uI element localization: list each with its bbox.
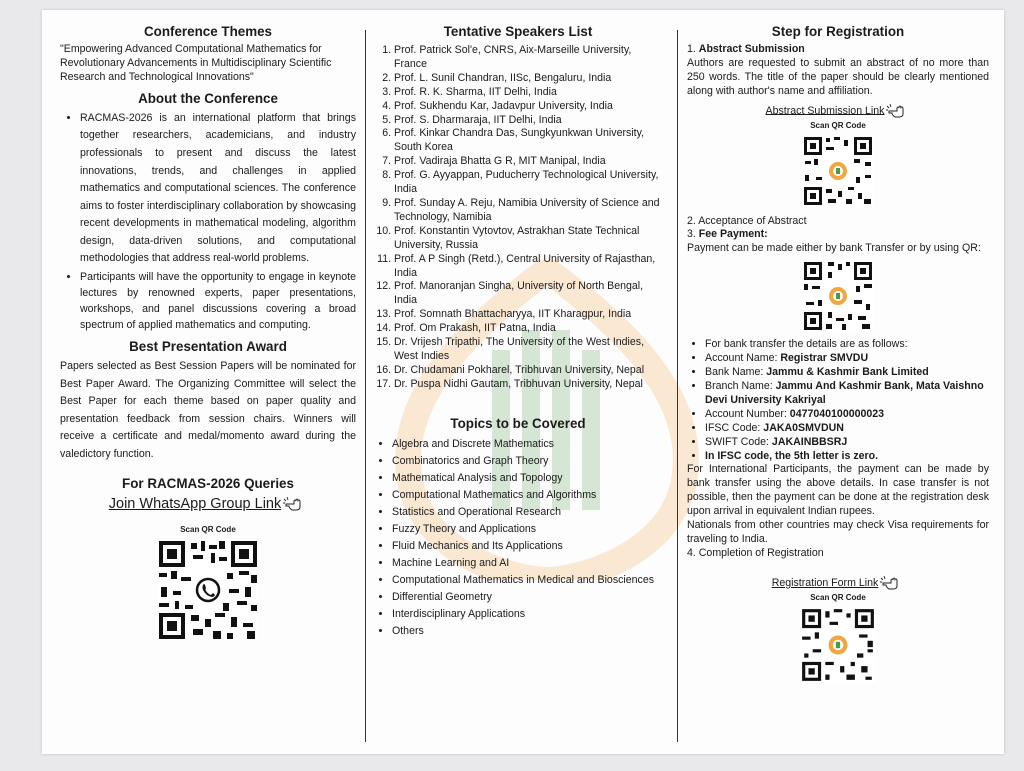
step-label: Fee Payment:	[698, 228, 768, 241]
about-item: • Participants will have the opportunity to engage in keynote lectures by renowned experts, paper presentations, workshops, and panel discussions covering a broad spectrum of applied mathematics and computing.	[80, 269, 356, 333]
detail-label: Account Name:	[705, 352, 781, 365]
speaker-item: 15. Dr. Vrijesh Tripathi, The University of the West Indies, West Indies	[394, 336, 664, 364]
pointing-hand-icon	[283, 496, 307, 512]
registration-link-row	[687, 575, 989, 591]
speaker-item: 7. Prof. Vadiraja Bhatta G R, MIT Manipal, India	[394, 155, 664, 169]
international-payment-text: For International Participants, the payment can be made by bank transfer using the above details. In case transfer is not possible, then the payment can be done at the registration desk upon arrival in equivalent Indian rupees.	[687, 463, 989, 518]
bank-detail-item	[705, 436, 989, 450]
payment-instructions: Payment can be made either by bank Transfer or by using QR:	[687, 242, 981, 255]
topics-list	[372, 436, 664, 640]
speaker-item: 12. Prof. Manoranjan Singha, University of North Bengal, India	[394, 280, 664, 308]
step-label: Abstract Submission	[698, 43, 805, 55]
detail-value: Registrar SMVDU	[780, 352, 869, 365]
queries-heading: For RACMAS-2026 Queries	[122, 475, 294, 491]
abstract-qr-code[interactable]	[802, 135, 874, 207]
speaker-item: 5. Prof. S. Dharmaraja, IIT Delhi, India	[394, 114, 664, 128]
award-text: Papers selected as Best Session Papers will be nominated for Best Paper Award. The Organizing Committee will select the Best Paper for each theme based on paper quality and presentation feedback from session chairs. Winners will receive a certificate and medal/momento award during the valedictory function.	[60, 360, 356, 461]
bank-detail-item	[705, 366, 989, 380]
abstract-link-row	[687, 103, 989, 119]
topic-item: • Algebra and Discrete Mathematics	[392, 436, 664, 453]
payment-qr-code[interactable]	[802, 260, 874, 332]
topics-heading: Topics to be Covered	[450, 415, 586, 431]
topic-item: • Statistics and Operational Research	[392, 504, 664, 521]
speaker-item: 16. Dr. Chudamani Pokharel, Tribhuvan University, Nepal	[394, 364, 664, 378]
about-conference-heading: About the Conference	[138, 90, 278, 106]
step-4: 4. Completion of Registration	[687, 546, 824, 559]
speaker-item: 6. Prof. Kinkar Chandra Das, Sungkyunkwan University, South Korea	[394, 127, 664, 155]
brochure-page	[42, 10, 1004, 754]
detail-value: Jammu And Kashmir Bank, Mata Vaishno Devi University Kakriyal	[705, 379, 984, 406]
topic-item: • Machine Learning and AI	[392, 555, 664, 572]
topic-item: • Differential Geometry	[392, 589, 664, 606]
step-number: 3.	[687, 228, 696, 241]
step-1-heading	[687, 43, 989, 57]
detail-label: Bank Name:	[705, 366, 767, 379]
speakers-heading: Tentative Speakers List	[443, 24, 593, 39]
left-column	[60, 24, 356, 641]
registration-form-link[interactable]: Registration Form Link	[771, 576, 879, 589]
speaker-item: 13. Prof. Somnath Bhattacharyya, IIT Kharagpur, India	[394, 308, 664, 322]
ifsc-note: • In IFSC code, the 5th letter is zero.	[705, 450, 989, 464]
detail-value: Jammu & Kashmir Bank Limited	[766, 366, 929, 379]
detail-label: Branch Name:	[705, 379, 776, 392]
topic-item: • Others	[392, 623, 664, 640]
pointing-hand-icon	[886, 103, 910, 119]
conference-themes-text: "Empowering Advanced Computational Mathematics for Revolutionary Advancements in Multidisciplinary Scientific Research and Technological Innovations"	[60, 43, 332, 83]
speakers-list	[372, 44, 664, 392]
column-divider	[677, 30, 678, 742]
bank-intro: • For bank transfer the details are as follows:	[705, 338, 989, 352]
detail-value: JAKA0SMVDUN	[763, 421, 844, 434]
topic-item: • Fuzzy Theory and Applications	[392, 521, 664, 538]
bank-detail-item	[705, 352, 989, 366]
best-presentation-heading: Best Presentation Award	[129, 339, 287, 355]
detail-label: Account Number:	[705, 407, 790, 420]
bank-detail-item	[705, 380, 989, 408]
column-divider	[365, 30, 366, 742]
detail-label: SWIFT Code:	[705, 435, 772, 448]
speaker-item: 8. Prof. G. Ayyappan, Puducherry Technological University, India	[394, 169, 664, 197]
bank-detail-item	[705, 408, 989, 422]
speaker-item: 3. Prof. R. K. Sharma, IIT Delhi, India	[394, 86, 664, 100]
visa-text: Nationals from other countries may check Visa requirements for traveling to India.	[687, 519, 989, 545]
about-item: • RACMAS-2026 is an international platform that brings together researchers, academicians, and industry professionals to present and discuss the latest innovations, trends, and challenges in applied mathematics and computational sciences. The conference aims to foster interdisciplinary collaboration by showcasing recent developments in mathematical modeling, algorithm design, data-driven solutions, and computational methodologies that address real-world problems.	[80, 110, 356, 268]
middle-column	[372, 24, 664, 640]
step-2: 2. Acceptance of Abstract	[687, 214, 807, 227]
whatsapp-qr-code[interactable]	[157, 539, 259, 641]
topic-item: • Interdisciplinary Applications	[392, 606, 664, 623]
scan-qr-label: Scan QR Code	[810, 592, 866, 602]
abstract-instructions: Authors are requested to submit an abstract of no more than 250 words. The title of the paper should be clearly mentioned along with author's name and affiliation.	[687, 56, 989, 97]
registration-heading: Step for Registration	[771, 24, 905, 39]
pointing-hand-icon	[880, 575, 904, 591]
detail-value: 0477040100000023	[789, 407, 885, 420]
speaker-item: 2. Prof. L. Sunil Chandran, IISc, Bengaluru, India	[394, 72, 664, 86]
detail-value: JAKAINBBSRJ	[771, 435, 848, 448]
topic-item: • Computational Mathematics and Algorithms	[392, 487, 664, 504]
bank-detail-item	[705, 422, 989, 436]
topic-item: • Computational Mathematics in Medical and Biosciences	[392, 572, 664, 589]
speaker-item: 17. Dr. Puspa Nidhi Gautam, Tribhuvan University, Nepal	[394, 378, 664, 392]
step-number: 1.	[687, 43, 696, 55]
whatsapp-group-link[interactable]: Join WhatsApp Group Link	[108, 495, 282, 512]
speaker-item: 4. Prof. Sukhendu Kar, Jadavpur University, India	[394, 100, 664, 114]
speaker-item: 1. Prof. Patrick Sol'e, CNRS, Aix-Marseille University, France	[394, 44, 664, 72]
whatsapp-link-row	[60, 495, 356, 513]
speaker-item: 11. Prof. A P Singh (Retd.), Central University of Rajasthan, India	[394, 253, 664, 281]
scan-qr-label: Scan QR Code	[180, 524, 236, 534]
right-column	[687, 24, 989, 683]
scan-qr-label: Scan QR Code	[810, 120, 866, 130]
detail-label: IFSC Code:	[705, 421, 764, 434]
speaker-item: 10. Prof. Konstantin Vytovtov, Astrakhan State Technical University, Russia	[394, 225, 664, 253]
about-list	[60, 110, 356, 333]
speaker-item: 14. Prof. Om Prakash, IIT Patna, India	[394, 322, 664, 336]
bank-details-list	[687, 338, 989, 463]
topic-item: • Combinatorics and Graph Theory	[392, 453, 664, 470]
step-3-heading	[687, 228, 989, 242]
abstract-submission-link[interactable]: Abstract Submission Link	[765, 104, 885, 117]
speaker-item: 9. Prof. Sunday A. Reju, Namibia University of Science and Technology, Namibia	[394, 197, 664, 225]
registration-qr-code[interactable]	[800, 607, 876, 683]
topic-item: • Mathematical Analysis and Topology	[392, 470, 664, 487]
conference-themes-heading: Conference Themes	[144, 24, 272, 39]
topic-item: • Fluid Mechanics and Its Applications	[392, 538, 664, 555]
